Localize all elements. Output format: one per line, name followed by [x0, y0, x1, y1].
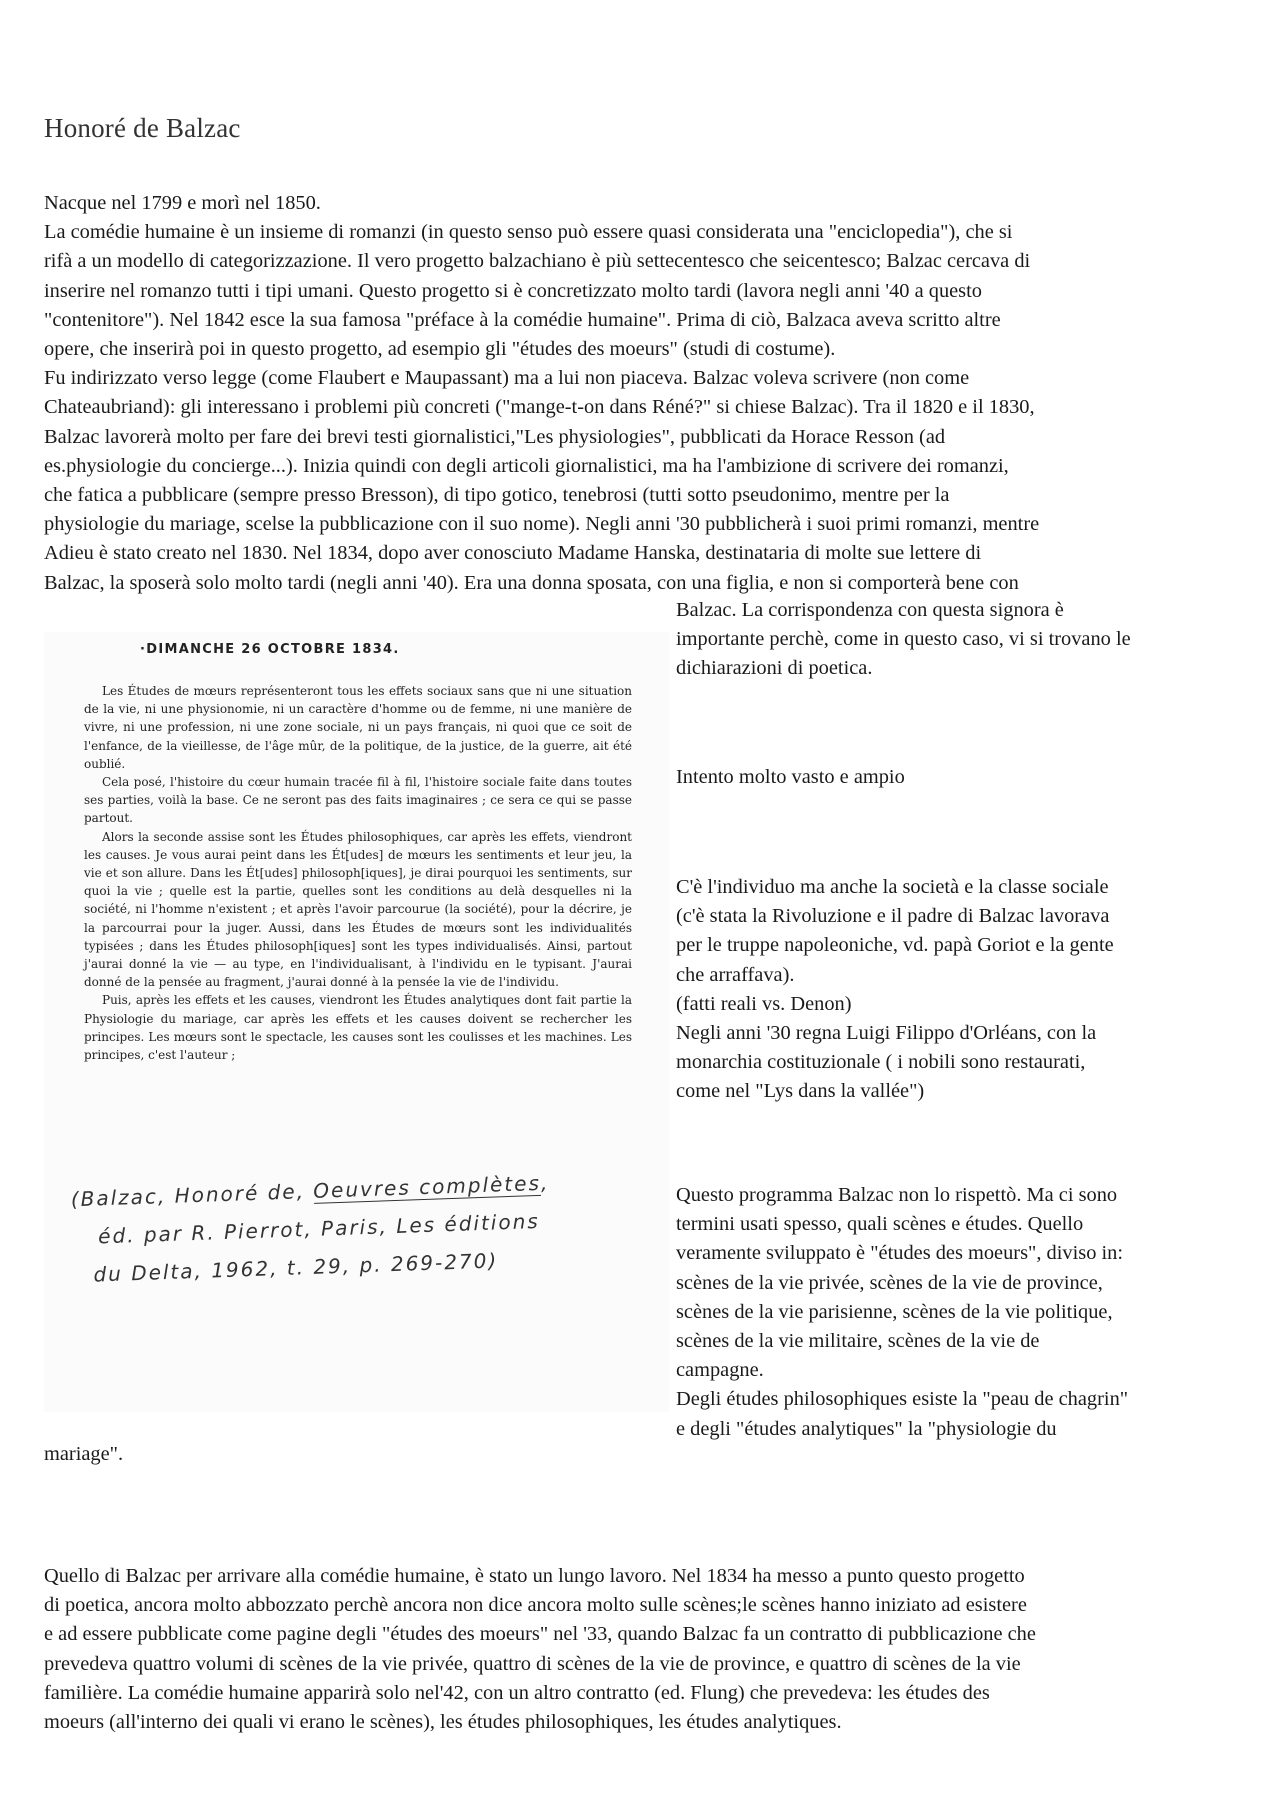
text-line: C'è l'individuo ma anche la società e la classe sociale — [676, 876, 1109, 898]
text-line: opere, che inserirà poi in questo progetto, ad esempio gli "études des moeurs" (studi di costume). — [44, 338, 836, 361]
right-column-block-4 — [676, 1181, 1216, 1444]
text-line: scènes de la vie privée, scènes de la vie de province, — [676, 1271, 1103, 1294]
citation-line-3: du Delta, 1962, t. 29, p. 269-270) — [93, 1248, 499, 1287]
citation-comma: , — [540, 1170, 550, 1195]
scan-paragraph: Cela posé, l'histoire du cœur humain tracée fil à fil, l'histoire sociale faite dans toutes ses parties, voilà la base. Ce ne seront pas des faits imaginaires ; ce sera ce qui se passe partout. — [84, 775, 632, 826]
text-line: rifà a un modello di categorizzazione. Il vero progetto balzachiano è più settecentesco che seicentesco; Balzac cercava di — [44, 250, 1031, 273]
handwritten-citation — [70, 1160, 664, 1295]
scan-paragraph: Puis, après les effets et les causes, viendront les Études analytiques dont fait partie la Physiologie du mariage, car après les effets et les causes doivent se rechercher les principes. Les mœurs sont le spectacle, les causes sont les coulisses et les machines. Les principes, c'est l'auteur ; — [84, 993, 632, 1063]
scan-paragraph: Alors la seconde assise sont les Études philosophiques, car après les effets, viendront les causes. Je vous aurai peint dans les Ét[udes] de mœurs les sentiments et leur jeu, la vie et son allure. Dans les Ét[udes] philosoph[iques], je dirai pourquoi les sentiments, sur quoi la vie ; quelle est la partie, quelles sont les conditions au delà desquelles ni la société, ni l'homme n'existent ; et après l'avoir parcourue (la société), pour la décrire, je la parcourrai pour la juger. Aussi, dans les Études de mœurs sont les individualités typisées ; dans les Études philosoph[iques] sont les types individualisés. Ainsi, partout j'aurai donné la vie — au type, en l'individualisant, à l'individu en le typisant. J'aurai donné de la pensée au fragment, j'aurai donné à la pensée la vie de l'individu. — [84, 829, 632, 990]
text-line: come nel "Lys dans la vallée") — [676, 1080, 925, 1103]
text-line: Questo programma Balzac non lo rispettò. Ma ci sono — [676, 1184, 1118, 1206]
page-title: Honoré de Balzac — [44, 113, 241, 143]
text-line-tail: mariage". — [44, 1443, 124, 1465]
text-line: termini usati spesso, quali scènes e études. Quello — [676, 1213, 1084, 1236]
citation-author: (Balzac, Honoré de, — [70, 1178, 314, 1212]
text-line: Intento molto vasto e ampio — [676, 766, 905, 788]
text-line: e ad essere pubblicate come pagine degli "études des moeurs" nel '33, quando Balzac fa un contratto di pubblicazione che — [44, 1623, 1036, 1646]
text-line: Quello di Balzac per arrivare alla comédie humaine, è stato un lungo lavoro. Nel 1834 ha messo a punto questo progetto — [44, 1565, 1025, 1587]
intro-paragraph — [44, 189, 1244, 598]
text-line: scènes de la vie parisienne, scènes de la vie politique, — [676, 1300, 1113, 1323]
text-line: inserire nel romanzo tutti i tipi umani. Questo progetto si è concretizzato molto tardi (lavora negli anni '40 a questo — [44, 279, 982, 302]
text-line: "contenitore"). Nel 1842 esce la sua famosa "préface à la comédie humaine". Prima di ciò, Balzaca aveva scritto altre — [44, 308, 1001, 331]
text-line: e degli "études analytiques" la "physiologie du — [676, 1417, 1057, 1440]
text-line: Fu indirizzato verso legge (come Flaubert e Maupassant) ma a lui non piaceva. Balzac voleva scrivere (non come — [44, 367, 970, 390]
text-line: Nacque nel 1799 e morì nel 1850. — [44, 192, 321, 214]
text-line: Degli études philosophiques esiste la "peau de chagrin" — [676, 1388, 1129, 1411]
right-column-block-1 — [676, 596, 1216, 684]
text-line: prevedeva quattro volumi di scènes de la vie privée, quattro di scènes de la vie de province, e quattro di scènes de la vie — [44, 1652, 1021, 1675]
text-line: (fatti reali vs. Denon) — [676, 992, 852, 1015]
right-column-block-3 — [676, 873, 1216, 1107]
text-line: moeurs (all'interno dei quali vi erano le scènes), les études philosophiques, les études analytiques. — [44, 1711, 842, 1734]
right-column-block-2 — [676, 763, 1216, 792]
scan-paragraph: Les Études de mœurs représenteront tous les effets sociaux sans que ni une situation de la vie, ni une physionomie, ni un caractère d'homme ou de femme, ni une manière de vivre, ni une profession, ni une zone sociale, ni un pays français, ni quoi que ce soit de l'enfance, de la vieillesse, de l'âge mûr, de la politique, de la justice, de la guerre, ait été oublié. — [84, 684, 632, 771]
text-line: dichiarazioni di poetica. — [676, 657, 873, 680]
text-line: per le truppe napoleoniche, vd. papà Goriot e la gente — [676, 934, 1114, 957]
text-line: es.physiologie du concierge...). Inizia quindi con degli articoli giornalistici, ma ha l'ambizione di scrivere dei romanzi, — [44, 454, 1009, 477]
citation-line-2: éd. par R. Pierrot, Paris, Les éditions — [97, 1208, 541, 1249]
text-line: importante perchè, come in questo caso, vi si trovano le — [676, 628, 1131, 651]
text-line: che arraffava). — [676, 963, 795, 986]
text-line: Balzac. La corrispondenza con questa signora è — [676, 599, 1064, 621]
final-paragraph — [44, 1562, 1244, 1737]
text-line: campagne. — [676, 1359, 764, 1382]
text-line: familière. La comédie humaine apparirà solo nel'42, con un altro contratto (ed. Flung) che prevedeva: les études des — [44, 1681, 990, 1704]
text-line: di poetica, ancora molto abbozzato perchè ancora non dice ancora molto sulle scènes;le scènes hanno iniziato ad esistere — [44, 1594, 1027, 1617]
text-line: Balzac lavorerà molto per fare dei brevi testi giornalistici,"Les physiologies", pubblicati da Horace Resson (ad — [44, 425, 946, 448]
text-line: La comédie humaine è un insieme di romanzi (in questo senso può essere quasi considerata una "enciclopedia"), che si — [44, 221, 1013, 244]
scan-body — [84, 682, 632, 1064]
scanned-excerpt-image — [44, 632, 669, 1412]
text-line: (c'è stata la Rivoluzione e il padre di Balzac lavorava — [676, 905, 1110, 928]
text-line: physiologie du mariage, scelse la pubblicazione con il suo nome). Negli anni '30 pubblicherà i suoi primi romanzi, mentre — [44, 513, 1040, 536]
text-line: Adieu è stato creato nel 1830. Nel 1834, dopo aver conosciuto Madame Hanska, destinataria di molte sue lettere di — [44, 542, 982, 565]
text-line: Chateaubriand): gli interessano i problemi più concreti ("mange-t-on dans Réné?" si chiese Balzac). Tra il 1820 e il 1830, — [44, 396, 1035, 419]
citation-work: Oeuvres complètes — [312, 1170, 542, 1203]
text-line: veramente sviluppato è "études des moeurs", diviso in: — [676, 1242, 1124, 1265]
scan-heading: ·DIMANCHE 26 OCTOBRE 1834. — [140, 642, 400, 657]
text-line: monarchia costituzionale ( i nobili sono restaurati, — [676, 1051, 1086, 1074]
text-line: che fatica a pubblicare (sempre presso Bresson), di tipo gotico, tenebrosi (tutti sotto pseudonimo, mentre per la — [44, 484, 950, 507]
text-line: scènes de la vie militaire, scènes de la vie de — [676, 1330, 1040, 1353]
text-line: Negli anni '30 regna Luigi Filippo d'Orléans, con la — [676, 1022, 1097, 1045]
text-line: Balzac, la sposerà solo molto tardi (negli anni '40). Era una donna sposata, con una figlia, e non si comporterà bene con — [44, 571, 1019, 594]
